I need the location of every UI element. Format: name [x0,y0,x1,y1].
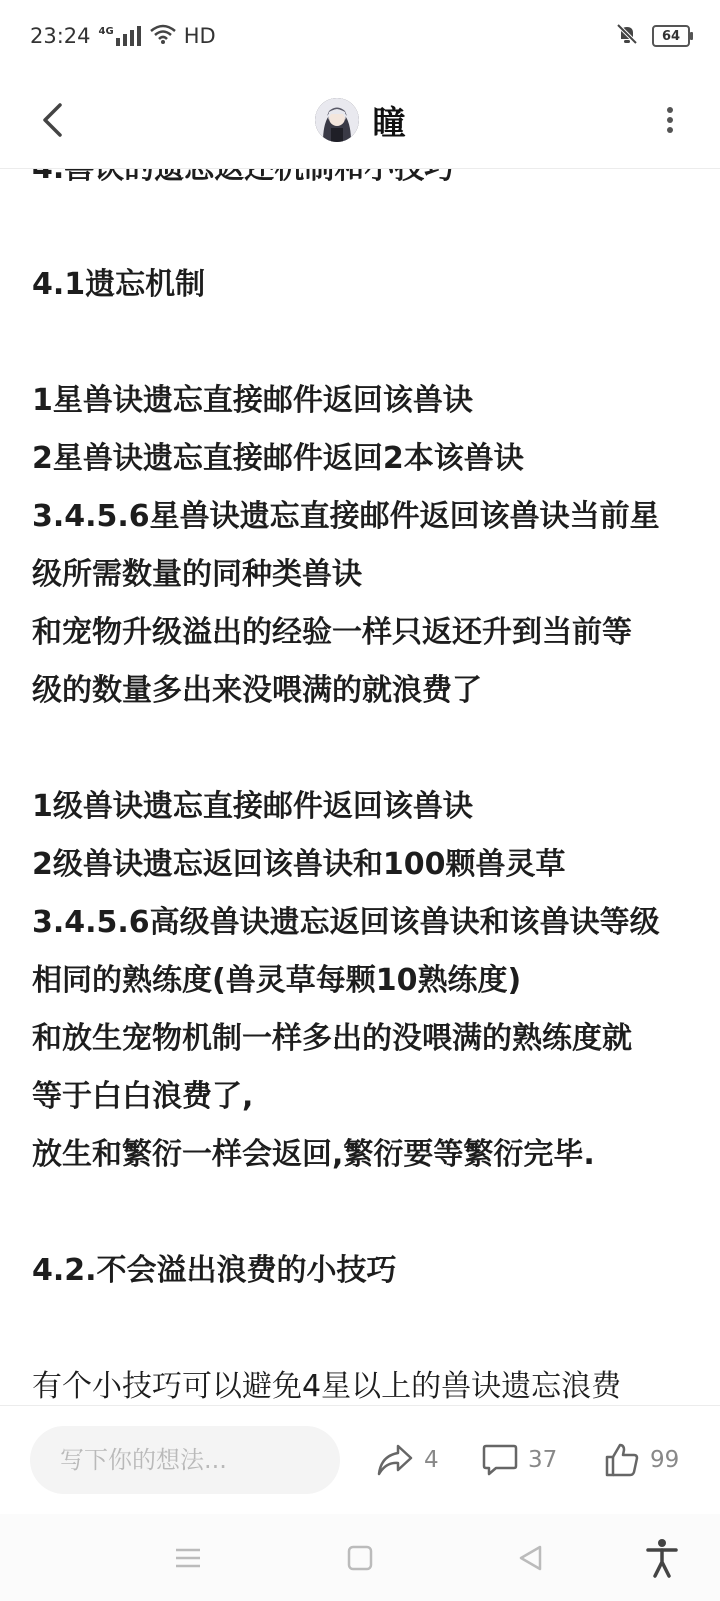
post-line: 相同的熟练度(兽灵草每颗10熟练度) [32,963,522,998]
comment-input[interactable] [30,1426,340,1494]
comment-button[interactable] [482,1436,557,1484]
share-button[interactable] [376,1436,439,1484]
like-button[interactable] [604,1436,679,1484]
post-line: 等于白白浪费了, [32,1079,254,1114]
post-line: 1级兽诀遗忘直接邮件返回该兽诀 [32,789,473,824]
page-title: 瞳 [372,102,406,142]
top-bar [0,72,720,169]
menu-button[interactable] [164,1534,212,1582]
blank-line [32,314,692,372]
back-nav-button[interactable] [506,1534,554,1582]
battery-level: 64 [661,28,681,44]
like-count: 99 [650,1447,680,1473]
comment-bar [0,1405,720,1514]
post-line: 级所需数量的同种类兽诀 [32,557,362,592]
section-heading: 4.1遗忘机制 [32,267,206,302]
comment-icon [482,1443,518,1477]
thumbs-up-icon [604,1442,640,1478]
share-icon [376,1443,414,1477]
network-type: 4G [98,26,114,37]
home-button[interactable] [336,1534,384,1582]
blank-line [32,720,692,778]
title-wrap[interactable] [0,88,720,152]
share-count: 4 [424,1447,439,1473]
section-heading: 4.2.不会溢出浪费的小技巧 [32,1253,397,1288]
post-line: 2星兽诀遗忘直接邮件返回2本该兽诀 [32,441,524,476]
wifi-icon [150,24,176,49]
signal-icon [99,26,142,46]
post-line: 2级兽诀遗忘返回该兽诀和100颗兽灵草 [32,847,566,882]
hd-indicator: HD [183,24,216,48]
battery-icon [652,25,690,47]
accessibility-icon [645,1538,679,1578]
comment-count: 37 [528,1447,558,1473]
post-line: 有个小技巧可以避免4星以上的兽诀遗忘浪费 [32,1369,622,1404]
status-time: 23:24 [30,24,91,48]
status-right [616,23,690,50]
post-line: 和宠物升级溢出的经验一样只返还升到当前等 [32,615,632,650]
system-nav-bar [0,1513,720,1601]
blank-line [32,1184,692,1242]
post-content [32,140,692,1416]
menu-icon [174,1546,202,1570]
post-line: 3.4.5.6高级兽诀遗忘返回该兽诀和该兽诀等级 [32,905,660,940]
post-line: 放生和繁衍一样会返回,繁衍要等繁衍完毕. [32,1137,595,1172]
accessibility-button[interactable] [638,1534,686,1582]
more-button[interactable] [650,100,690,140]
post-line: 级的数量多出来没喂满的就浪费了 [32,673,482,708]
blank-line [32,198,692,256]
status-bar [0,0,720,72]
blank-line [32,1300,692,1358]
avatar[interactable] [315,98,359,142]
post-line: 和放生宠物机制一样多出的没喂满的熟练度就 [32,1021,632,1056]
square-icon [347,1545,373,1571]
post-line: 1星兽诀遗忘直接邮件返回该兽诀 [32,383,473,418]
more-vertical-icon [666,106,674,134]
post-line: 3.4.5.6星兽诀遗忘直接邮件返回该兽诀当前星 [32,499,660,534]
triangle-back-icon [517,1544,543,1572]
status-left [30,24,216,49]
mute-bell-icon [616,23,638,50]
